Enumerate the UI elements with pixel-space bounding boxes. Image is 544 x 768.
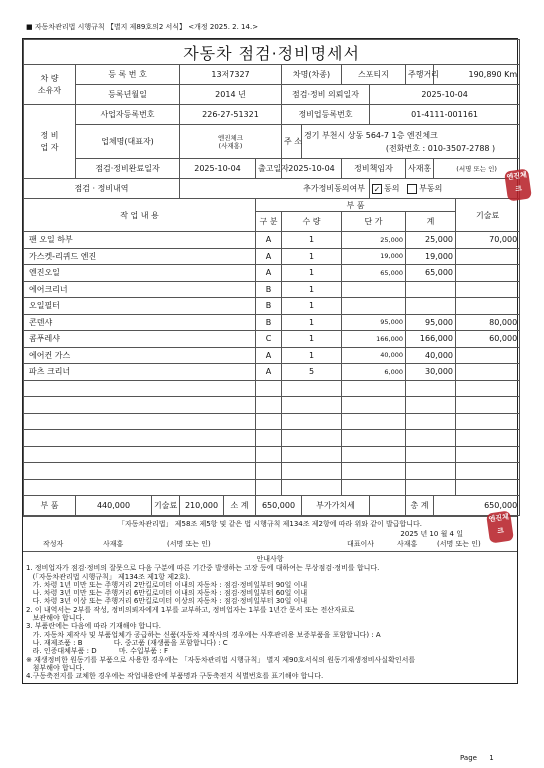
item-labor	[456, 446, 520, 463]
item-qty	[282, 430, 342, 447]
item-labor	[456, 479, 520, 496]
certification-statement: 「자동차관리법」 제58조 제5항 및 같은 법 시행규칙 제134조 제2항에 따라 위와 같이 발급합니다.	[117, 520, 422, 528]
item-name: 에어크리너	[24, 281, 256, 298]
item-row	[24, 265, 520, 282]
certification-block	[23, 516, 517, 551]
done-date-label: 점검·정비완료일자	[76, 159, 180, 179]
address-value: 경기 부천시 상동 564-7 1층 엔진체크	[304, 130, 438, 140]
item-total: 19,000	[406, 248, 456, 265]
item-labor	[456, 347, 520, 364]
release-date-label: 출고일자	[256, 159, 282, 179]
item-type: A	[256, 265, 282, 282]
item-type: B	[256, 298, 282, 315]
parts-total-value: 440,000	[76, 496, 152, 516]
item-total: 65,000	[406, 265, 456, 282]
item-total	[406, 479, 456, 496]
item-row	[24, 298, 520, 315]
reg-no-label: 등 록 번 호	[76, 65, 180, 85]
notice-title: 안내사항	[256, 555, 284, 563]
item-unit-price	[342, 413, 406, 430]
item-qty: 1	[282, 232, 342, 249]
item-total: 30,000	[406, 364, 456, 381]
page-label: Page	[460, 754, 477, 762]
notice-line: ※ 재생정비한 원동기를 부품으로 사용한 경우에는 「자동차관리법 시행규칙」 별지 제90호서식의 원동기재생정비사실확인서를	[26, 655, 416, 664]
car-name-label: 차명(차종)	[282, 65, 342, 85]
item-qty: 1	[282, 281, 342, 298]
item-type: A	[256, 248, 282, 265]
notice-line: 3. 부품란에는 다음에 따라 기재해야 합니다.	[26, 622, 161, 631]
consent-yes-label: 동의	[384, 184, 400, 193]
item-row	[24, 413, 520, 430]
item-type: C	[256, 331, 282, 348]
item-name	[24, 430, 256, 447]
item-row	[24, 347, 520, 364]
item-row	[24, 380, 520, 397]
owner-section-label: 차 량 소유자	[24, 65, 76, 105]
item-labor	[456, 298, 520, 315]
parts-total-label: 부 품	[24, 496, 76, 516]
item-type: B	[256, 314, 282, 331]
item-row	[24, 314, 520, 331]
notice-line: 1. 정비업자가 점검·정비의 잘못으로 다음 구분에 따른 기간중 발생하는 고장 등에 대하여는 무상점검·정비를 합니다.	[26, 564, 380, 573]
item-total: 40,000	[406, 347, 456, 364]
item-total: 25,000	[406, 232, 456, 249]
item-unit-price	[342, 397, 406, 414]
writer-name: 사재홍	[103, 540, 124, 548]
subtotal-value: 650,000	[256, 496, 302, 516]
item-unit-price: 166,000	[342, 331, 406, 348]
writer-sign-label: (서명 또는 인)	[167, 540, 211, 548]
labor-column-header: 기술료	[456, 199, 520, 232]
total-column-header: 계	[406, 212, 456, 232]
item-unit-price	[342, 430, 406, 447]
phone-value: (전화번호 : 010-3507-2788 )	[385, 143, 496, 153]
company-value: 엔진체크 (사재홍)	[180, 125, 282, 159]
manager-label: 정비책임자	[342, 159, 406, 179]
item-row	[24, 364, 520, 381]
item-row	[24, 446, 520, 463]
page-number: 1	[489, 754, 494, 762]
item-unit-price: 65,000	[342, 265, 406, 282]
release-date-value: 2025-10-04	[282, 159, 342, 179]
reg-no-value: 13저7327	[180, 65, 282, 85]
item-type	[256, 413, 282, 430]
item-qty	[282, 413, 342, 430]
item-name: 콘덴샤	[24, 314, 256, 331]
item-qty: 1	[282, 298, 342, 315]
item-total	[406, 446, 456, 463]
item-name: 에어컨 가스	[24, 347, 256, 364]
notice-line: 가. 차령 1년 미만 또는 주행거리 2만킬로미터 이내의 자동차 : 점검·정비일부터 90일 이내	[26, 580, 308, 589]
item-qty	[282, 446, 342, 463]
item-labor	[456, 463, 520, 480]
biz-no-value: 226-27-51321	[180, 105, 282, 125]
inspection-form	[22, 38, 518, 684]
item-name: 팬 오일 하부	[24, 232, 256, 249]
vat-label: 부가가치세	[302, 496, 370, 516]
item-total	[406, 380, 456, 397]
item-type: A	[256, 232, 282, 249]
biz-no-label: 사업자등록번호	[76, 105, 180, 125]
item-labor	[456, 265, 520, 282]
company-label: 업체명(대표자)	[76, 125, 180, 159]
consent-question: 추가정비동의여부	[180, 179, 370, 199]
type-column-header: 구 분	[256, 212, 282, 232]
work-column-header: 작 업 내 용	[24, 199, 256, 232]
shop-reg-value: 01-4111-001161	[370, 105, 520, 125]
work-history-label: 점검 · 정비내역	[24, 179, 180, 199]
address-label: 주 소	[282, 125, 302, 159]
item-row	[24, 479, 520, 496]
consent-options	[370, 179, 520, 199]
unit-price-column-header: 단 가	[342, 212, 406, 232]
notice-lines	[26, 564, 514, 680]
address-cell	[302, 125, 520, 159]
item-total	[406, 430, 456, 447]
mileage-value: 190,890 Km	[434, 65, 520, 85]
item-unit-price: 95,000	[342, 314, 406, 331]
item-unit-price	[342, 446, 406, 463]
item-qty	[282, 380, 342, 397]
item-type	[256, 397, 282, 414]
item-unit-price	[342, 380, 406, 397]
item-labor	[456, 248, 520, 265]
item-total: 166,000	[406, 331, 456, 348]
item-total	[406, 463, 456, 480]
item-unit-price	[342, 463, 406, 480]
parts-column-header: 부 품	[256, 199, 456, 212]
writer-label: 작성자	[43, 540, 64, 548]
item-total	[406, 413, 456, 430]
request-date-value: 2025-10-04	[370, 85, 520, 105]
item-row	[24, 232, 520, 249]
item-labor: 70,000	[456, 232, 520, 249]
item-labor	[456, 364, 520, 381]
item-unit-price	[342, 298, 406, 315]
item-total	[406, 397, 456, 414]
item-unit-price	[342, 479, 406, 496]
item-qty: 1	[282, 331, 342, 348]
rep-name: 사재홍	[397, 540, 418, 548]
item-labor: 80,000	[456, 314, 520, 331]
notice-line: 라. 인증대체부품 : D 마. 수입부품 : F	[26, 647, 169, 656]
item-row	[24, 397, 520, 414]
item-labor	[456, 430, 520, 447]
item-type	[256, 430, 282, 447]
consent-no-label: 부동의	[419, 184, 443, 193]
item-type	[256, 479, 282, 496]
notice-line: 4.구동축전지를 교체한 경우에는 작업내용란에 부품명과 구동축전지 식별번호를 표기해야 합니다.	[26, 672, 324, 681]
notice-line: 가. 자동차 제작사 및 부품업체가 공급하는 신품(자동차 제작사의 경우에는 사후관리용 보증부품을 포함합니다) : A	[26, 630, 381, 639]
notice-line: 나. 재제조품 : B 다. 중고품 (재생품을 포함합니다) : C	[26, 638, 228, 647]
qty-column-header: 수 량	[282, 212, 342, 232]
item-type: B	[256, 281, 282, 298]
item-type	[256, 380, 282, 397]
item-row	[24, 281, 520, 298]
notice-line: 나. 차령 3년 미만 또는 주행거리 6만킬로미터 이내의 자동차 : 점검·정비일부터 60일 이내	[26, 589, 308, 598]
manager-value: 사재홍	[406, 159, 434, 179]
item-name	[24, 413, 256, 430]
consent-yes-checkbox[interactable]: ✓	[373, 184, 381, 194]
item-name	[24, 446, 256, 463]
item-unit-price: 6,000	[342, 364, 406, 381]
consent-no-checkbox[interactable]	[407, 184, 417, 194]
car-name-value: 스포티지	[342, 65, 406, 85]
certification-date: 2025 년 10 월 4 일	[400, 530, 463, 538]
mileage-label: 주행거리	[406, 65, 434, 85]
labor-total-label: 기술료	[152, 496, 180, 516]
page-footer	[460, 754, 494, 762]
item-name	[24, 380, 256, 397]
item-labor: 60,000	[456, 331, 520, 348]
item-unit-price	[342, 281, 406, 298]
company-seal-stamp: 엔진체크	[504, 168, 532, 201]
item-name: 콤푸레샤	[24, 331, 256, 348]
item-unit-price: 40,000	[342, 347, 406, 364]
item-qty	[282, 479, 342, 496]
form-title: 자동차 점검·정비명세서	[24, 40, 520, 65]
item-total: 95,000	[406, 314, 456, 331]
form-table	[23, 39, 520, 516]
rep-sign-label: (서명 또는 인)	[437, 540, 481, 548]
item-labor	[456, 413, 520, 430]
item-name	[24, 463, 256, 480]
notice-block	[23, 551, 517, 683]
labor-total-value: 210,000	[180, 496, 224, 516]
reg-year-label: 등록년월일	[76, 85, 180, 105]
certification-signers	[27, 539, 513, 549]
item-name: 파츠 크리너	[24, 364, 256, 381]
item-type: A	[256, 364, 282, 381]
rep-label: 대표이사	[347, 540, 375, 548]
notice-line: 다. 차령 3년 이상 또는 주행거리 6만킬로미터 이상의 자동차 : 점검·정비일부터 30일 이내	[26, 597, 308, 606]
item-unit-price: 19,000	[342, 248, 406, 265]
grand-total-value: 650,000	[434, 496, 520, 516]
notice-line: 2. 이 내역서는 2부를 작성, 정비의뢰자에게 1부를 교부하고, 정비업자는 1부를 1년간 문서 또는 전산자료로	[26, 605, 355, 614]
notice-line: 보관해야 합니다.	[26, 614, 85, 623]
items-table-body	[24, 232, 520, 496]
item-labor	[456, 397, 520, 414]
legal-reference: ■ 자동차관리법 시행규칙 【별지 제89호의2 서식】 <개정 2025. 2. 14.>	[26, 23, 259, 31]
item-name: 오일필터	[24, 298, 256, 315]
item-qty: 1	[282, 248, 342, 265]
subtotal-label: 소 계	[224, 496, 256, 516]
reg-year-value: 2014 년	[180, 85, 282, 105]
done-date-value: 2025-10-04	[180, 159, 256, 179]
item-labor	[456, 281, 520, 298]
item-type	[256, 446, 282, 463]
item-qty: 1	[282, 314, 342, 331]
certification-seal-stamp: 엔진체크	[486, 510, 514, 543]
item-row	[24, 430, 520, 447]
item-qty: 5	[282, 364, 342, 381]
item-labor	[456, 380, 520, 397]
item-qty	[282, 463, 342, 480]
notice-line: (「자동차관리법 시행규칙」 제134조 제1항 제2호).	[26, 572, 191, 581]
item-qty	[282, 397, 342, 414]
shop-reg-label: 정비업등록번호	[282, 105, 370, 125]
item-row	[24, 248, 520, 265]
item-name	[24, 397, 256, 414]
item-qty: 1	[282, 347, 342, 364]
item-type: A	[256, 347, 282, 364]
manager-sign-label: (서명 또는 인)	[434, 159, 520, 179]
item-row	[24, 463, 520, 480]
shop-section-label: 정 비 업 자	[24, 105, 76, 179]
item-total	[406, 298, 456, 315]
request-date-label: 점검·정비 의뢰일자	[282, 85, 370, 105]
grand-total-label: 총 계	[406, 496, 434, 516]
vat-value	[370, 496, 406, 516]
notice-line: 첨부해야 합니다.	[26, 663, 85, 672]
item-qty: 1	[282, 265, 342, 282]
item-name: 엔진오일	[24, 265, 256, 282]
item-type	[256, 463, 282, 480]
item-unit-price: 25,000	[342, 232, 406, 249]
item-name: 가스켓-리퀴드 엔진	[24, 248, 256, 265]
item-total	[406, 281, 456, 298]
item-row	[24, 331, 520, 348]
item-name	[24, 479, 256, 496]
